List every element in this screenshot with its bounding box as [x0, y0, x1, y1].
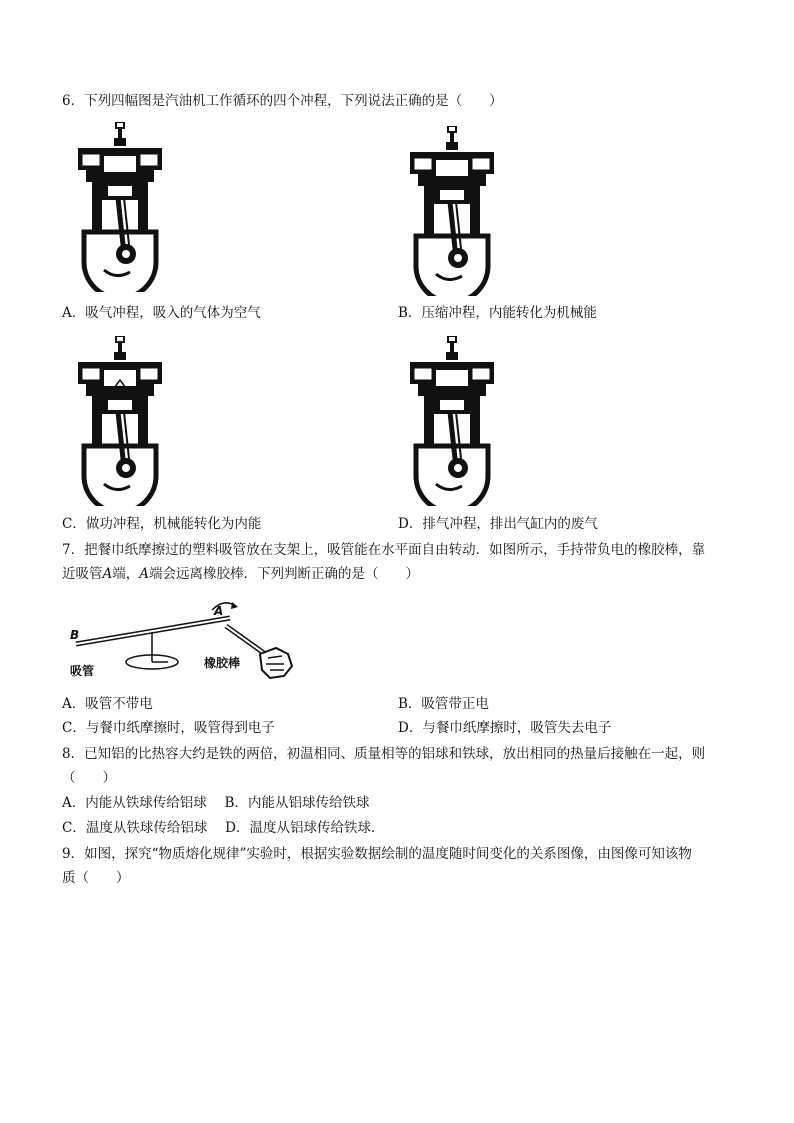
q9-stem-line1: 9．如图，探究“物质熔化规律”实验时，根据实验数据绘制的温度随时间变化的关系图像，由图像可知该物 [62, 846, 692, 862]
label-a: A [214, 604, 224, 618]
q8-options-row1[interactable]: A．内能从铁球传给铝球 B．内能从铝球传给铁球 [62, 795, 370, 811]
q6-option-d[interactable]: D．排气冲程，排出气缸内的废气 [398, 516, 598, 532]
engine-figure-a [68, 122, 172, 292]
q8-options-row2[interactable]: C．温度从铁球传给铝球 D．温度从铝球传给铁球． [62, 820, 385, 836]
q7-option-b[interactable]: B．吸管带正电 [398, 696, 489, 712]
q6-option-c[interactable]: C．做功冲程，机械能转化为内能 [62, 516, 262, 532]
q8-stem-line1: 8．已知铝的比热容大约是铁的两倍，初温相同、质量相等的铝球和铁球，放出相同的热量后接触在一起，则 [62, 746, 706, 762]
q7-stem-text: 端会远离橡胶棒．下列判断正确的是（ ） [149, 566, 419, 582]
q7-option-c[interactable]: C．与餐巾纸摩擦时，吸管得到电子 [62, 720, 275, 736]
engine-figure-d [400, 336, 504, 506]
straw-rod-figure [62, 592, 308, 688]
q6-stem: 6．下列四幅图是汽油机工作循环的四个冲程，下列说法正确的是（ ） [62, 93, 503, 109]
engine-figure-c [68, 336, 172, 506]
q7-stem-letter-a: A [102, 566, 113, 582]
label-b: B [70, 628, 80, 642]
q7-stem-line2 [62, 565, 419, 583]
label-straw: 吸管 [70, 664, 95, 678]
q7-option-d[interactable]: D．与餐巾纸摩擦时，吸管失去电子 [398, 720, 612, 736]
q7-option-a[interactable]: A．吸管不带电 [62, 696, 153, 712]
q7-stem-text: 端， [112, 566, 140, 582]
q8-stem-line2: （ ） [62, 770, 116, 786]
engine-figure-b [400, 126, 504, 296]
q7-stem-text: 近吸管 [62, 566, 103, 582]
q7-stem-line1: 7．把餐巾纸摩擦过的塑料吸管放在支架上，吸管能在水平面自由转动．如图所示，手持带负电的橡胶棒，靠 [62, 542, 706, 558]
label-rubber-rod: 橡胶棒 [204, 656, 241, 670]
q7-stem-letter-a: A [139, 566, 149, 582]
q6-option-b[interactable]: B．压缩冲程，内能转化为机械能 [398, 305, 597, 321]
q6-option-a[interactable]: A．吸气冲程，吸入的气体为空气 [62, 305, 261, 321]
q9-stem-line2: 质（ ） [62, 870, 130, 886]
